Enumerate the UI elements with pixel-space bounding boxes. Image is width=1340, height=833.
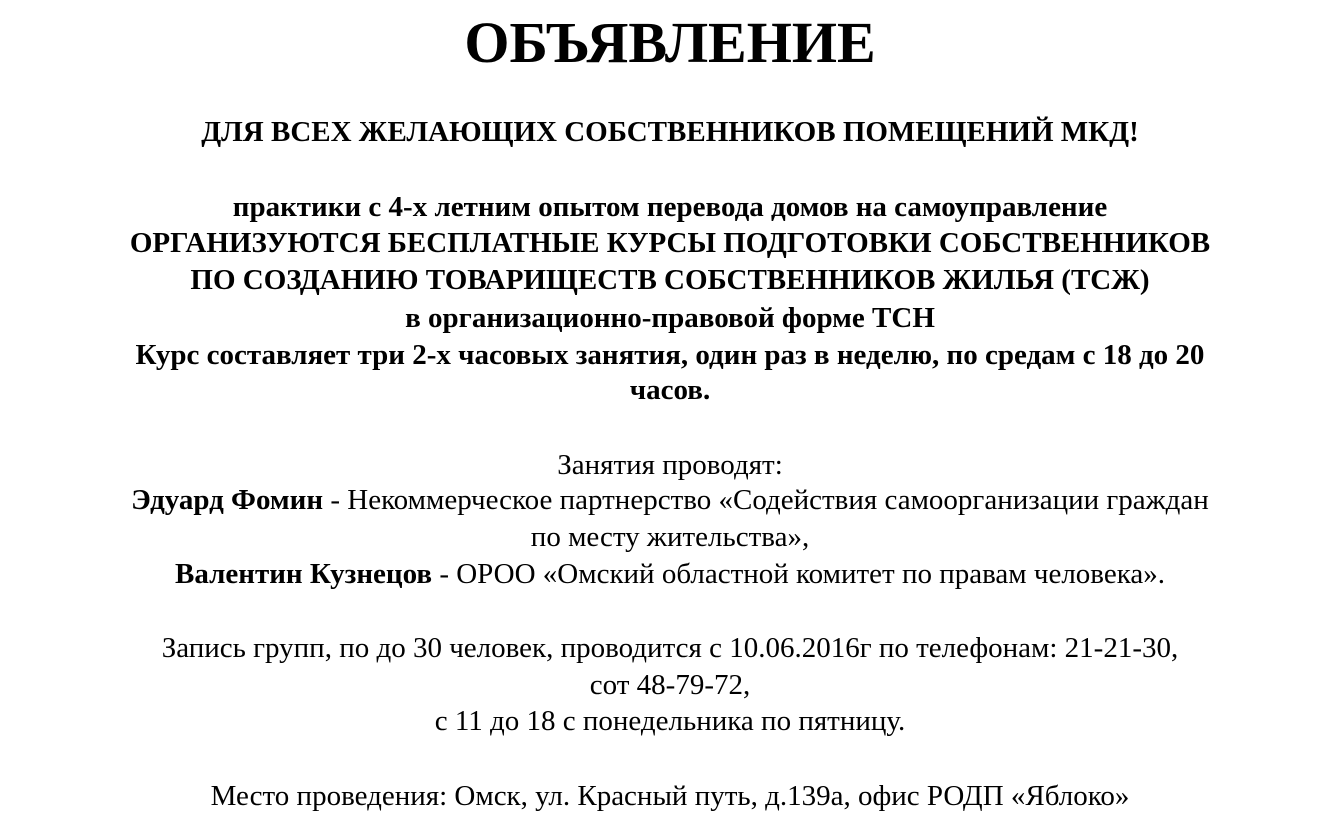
instructor-fomin-name: Эдуард Фомин: [131, 484, 324, 516]
instructor-fomin: [0, 483, 1340, 517]
instructor-kuznetsov-name: Валентин Кузнецов: [175, 558, 433, 590]
registration-line-mobile: сот 48-79-72,: [589, 669, 751, 701]
instructor-kuznetsov: [0, 557, 1340, 591]
registration-line-hours: с 11 до 18 с понедельника по пятницу.: [434, 705, 906, 737]
instructor-fomin-desc-cont: по месту жительства»,: [530, 521, 810, 553]
intro-line-schedule-end: часов.: [629, 374, 711, 406]
intro-line-tszh: ПО СОЗДАНИЮ ТОВАРИЩЕСТВ СОБСТВЕННИКОВ ЖИЛЬЯ (ТСЖ): [190, 264, 1150, 296]
instructor-kuznetsov-desc: - ОРОО «Омский областной комитет по правам человека».: [432, 558, 1165, 590]
announcement-subtitle: ДЛЯ ВСЕХ ЖЕЛАЮЩИХ СОБСТВЕННИКОВ ПОМЕЩЕНИЙ МКД!: [201, 116, 1139, 148]
instructor-fomin-desc: - Некоммерческое партнерство «Содействия самоорганизации граждан: [323, 484, 1209, 516]
venue-line: Место проведения: Омск, ул. Красный путь, д.139а, офис РОДП «Яблоко»: [210, 780, 1130, 812]
announcement-title: ОБЪЯВЛЕНИЕ: [464, 10, 876, 75]
intro-line-courses: ОРГАНИЗУЮТСЯ БЕСПЛАТНЫЕ КУРСЫ ПОДГОТОВКИ СОБСТВЕННИКОВ: [129, 227, 1211, 259]
intro-line-schedule: Курс составляет три 2-х часовых занятия, один раз в неделю, по средам с 18 до 20: [135, 339, 1205, 371]
intro-line-practitioners: практики с 4-х летним опытом перевода домов на самоуправление: [232, 191, 1108, 223]
instructors-heading: Занятия проводят:: [557, 449, 783, 481]
intro-line-legal-form: в организационно-правовой форме ТСН: [405, 302, 935, 334]
registration-line-phones: Запись групп, по до 30 человек, проводится с 10.06.2016г по телефонам: 21-21-30,: [161, 632, 1179, 664]
